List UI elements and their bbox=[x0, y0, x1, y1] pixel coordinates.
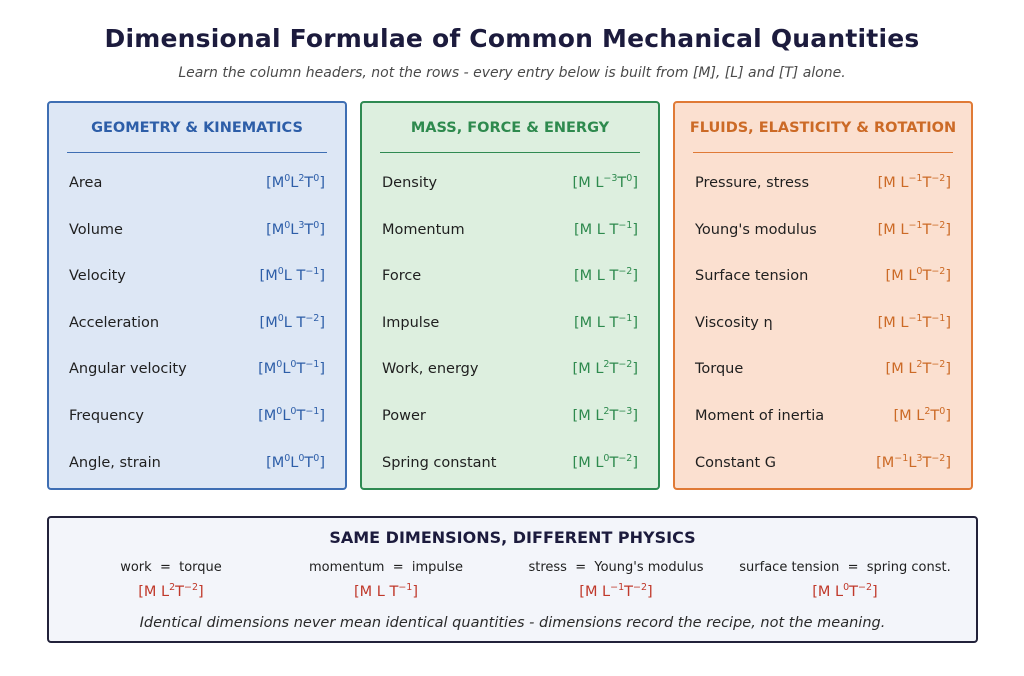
dimension-formula: [M $L^0T^{-2}$] bbox=[572, 452, 638, 471]
quantity-name: Momentum bbox=[382, 221, 465, 238]
quantity-name: Torque bbox=[695, 361, 744, 378]
quantity-name: Force bbox=[382, 268, 422, 285]
panel-divider bbox=[67, 152, 327, 153]
quantity-row bbox=[69, 219, 325, 241]
quantity-name: Young's modulus bbox=[695, 221, 817, 238]
dimension-formula: $[M^0L^0T^{-1}]$ bbox=[258, 406, 325, 424]
quantity-name: Pressure, stress bbox=[695, 175, 810, 191]
pair-equation: momentum = impulse bbox=[308, 560, 464, 575]
quantity-row bbox=[695, 452, 951, 474]
dimension-formula: [M $L^{-3}T^0$] bbox=[572, 173, 638, 191]
panel-heading: GEOMETRY & KINEMATICS bbox=[91, 120, 303, 136]
pair-stress-youngs-modulus bbox=[501, 560, 731, 600]
quantity-row bbox=[382, 312, 638, 334]
quantity-row bbox=[382, 219, 638, 241]
same-dimensions-heading: SAME DIMENSIONS, DIFFERENT PHYSICS bbox=[329, 528, 696, 547]
page-title: Dimensional Formulae of Common Mechanical Quantities bbox=[104, 24, 920, 53]
panel-heading: MASS, FORCE & ENERGY bbox=[410, 120, 610, 136]
dimension-formula: $[M^0L^2T^0]$ bbox=[266, 173, 325, 191]
dimension-formula: [M L $T^{-1}$] bbox=[573, 312, 638, 331]
dimension-formula: [M $L^2T^{-2}$] bbox=[572, 359, 638, 378]
panel-mass-force-energy bbox=[360, 101, 660, 490]
dimension-formula: $[M^0L^0T^{-1}]$ bbox=[258, 359, 325, 378]
quantity-row bbox=[69, 265, 325, 287]
quantity-name: Volume bbox=[69, 221, 123, 238]
page-subtitle: Learn the column headers, not the rows - every entry below is built from [M], [L] and [T] alone. bbox=[178, 65, 846, 81]
quantity-row bbox=[382, 452, 638, 474]
dimension-formula: [M $L^2T^0$] bbox=[893, 406, 951, 424]
dimension-formula: [M $L^{-1}T^{-1}$] bbox=[877, 312, 951, 331]
quantity-row bbox=[69, 172, 325, 194]
dimension-formula: [M L $T^{-1}$] bbox=[573, 219, 638, 238]
quantity-row bbox=[695, 312, 951, 334]
pair-dimension: [M L $T^{-1}$] bbox=[353, 582, 418, 600]
dimension-formula: $[M^0L^0T^0]$ bbox=[266, 452, 325, 471]
pair-dimension: [M $L^{-1}T^{-2}$] bbox=[579, 582, 653, 600]
pair-momentum-impulse bbox=[271, 560, 501, 600]
quantity-name: Acceleration bbox=[69, 314, 160, 331]
dimension-formula: [M $L^2T^{-3}$] bbox=[572, 406, 638, 424]
pair-equation: stress = Young's modulus bbox=[528, 560, 704, 575]
pair-surface-tension-spring-const bbox=[720, 560, 970, 600]
dimension-formula: [M $L^0T^{-2}$] bbox=[885, 266, 951, 285]
pair-equation: work = torque bbox=[120, 560, 222, 575]
quantity-name: Surface tension bbox=[695, 268, 809, 285]
quantity-row bbox=[69, 358, 325, 380]
panel-heading: FLUIDS, ELASTICITY & ROTATION bbox=[689, 120, 957, 136]
dimension-formula: [M L $T^{-2}$] bbox=[573, 266, 638, 285]
quantity-name: Power bbox=[382, 408, 426, 424]
quantity-row bbox=[382, 405, 638, 427]
quantity-name: Constant G bbox=[695, 454, 777, 471]
quantity-name: Angle, strain bbox=[69, 454, 161, 471]
panel-geometry-kinematics bbox=[47, 101, 347, 490]
panel-fluids-elasticity-rotation bbox=[673, 101, 973, 490]
quantity-name: Area bbox=[69, 175, 103, 191]
quantity-row bbox=[695, 172, 951, 194]
quantity-name: Frequency bbox=[69, 408, 144, 424]
dimension-formula: [$M^0L$ $T^{-2}$] bbox=[259, 312, 325, 331]
quantity-name: Velocity bbox=[69, 268, 126, 285]
dimension-formula: [M $L^{-1}T^{-2}$] bbox=[877, 173, 951, 191]
quantity-name: Spring constant bbox=[382, 454, 497, 471]
dimension-formula: [M $L^{-1}T^{-2}$] bbox=[877, 219, 951, 238]
panel-divider bbox=[380, 152, 640, 153]
quantity-row bbox=[695, 405, 951, 427]
quantity-row bbox=[695, 265, 951, 287]
quantity-name: Work, energy bbox=[382, 361, 479, 378]
quantity-row bbox=[69, 405, 325, 427]
pair-equation: surface tension = spring const. bbox=[739, 560, 951, 575]
pair-work-torque bbox=[56, 560, 286, 600]
pair-dimension: [M $L^0T^{-2}$] bbox=[812, 582, 878, 600]
quantity-name: Density bbox=[382, 175, 438, 191]
quantity-row bbox=[695, 219, 951, 241]
dimension-formula: $[M^0L^3T^0]$ bbox=[266, 219, 325, 238]
quantity-row bbox=[695, 358, 951, 380]
panel-divider bbox=[693, 152, 953, 153]
quantity-row bbox=[382, 172, 638, 194]
quantity-name: Angular velocity bbox=[69, 361, 187, 378]
quantity-name: Viscosity η bbox=[695, 314, 773, 331]
dimension-formula: $[M^{-1}L^3T^{-2}]$ bbox=[876, 452, 951, 471]
bottom-note: Identical dimensions never mean identical quantities - dimensions record the recipe, not the meaning. bbox=[139, 615, 886, 631]
dimension-formula: [$M^0L$ $T^{-1}$] bbox=[259, 266, 325, 285]
same-dimensions-box bbox=[47, 516, 978, 643]
quantity-row bbox=[382, 358, 638, 380]
pair-dimension: [M $L^2T^{-2}$] bbox=[138, 582, 204, 600]
quantity-row bbox=[69, 312, 325, 334]
quantity-row bbox=[69, 452, 325, 474]
quantity-row bbox=[382, 265, 638, 287]
quantity-name: Impulse bbox=[382, 314, 440, 331]
dimension-formula: [M $L^2T^{-2}$] bbox=[885, 359, 951, 378]
quantity-name: Moment of inertia bbox=[695, 408, 825, 424]
